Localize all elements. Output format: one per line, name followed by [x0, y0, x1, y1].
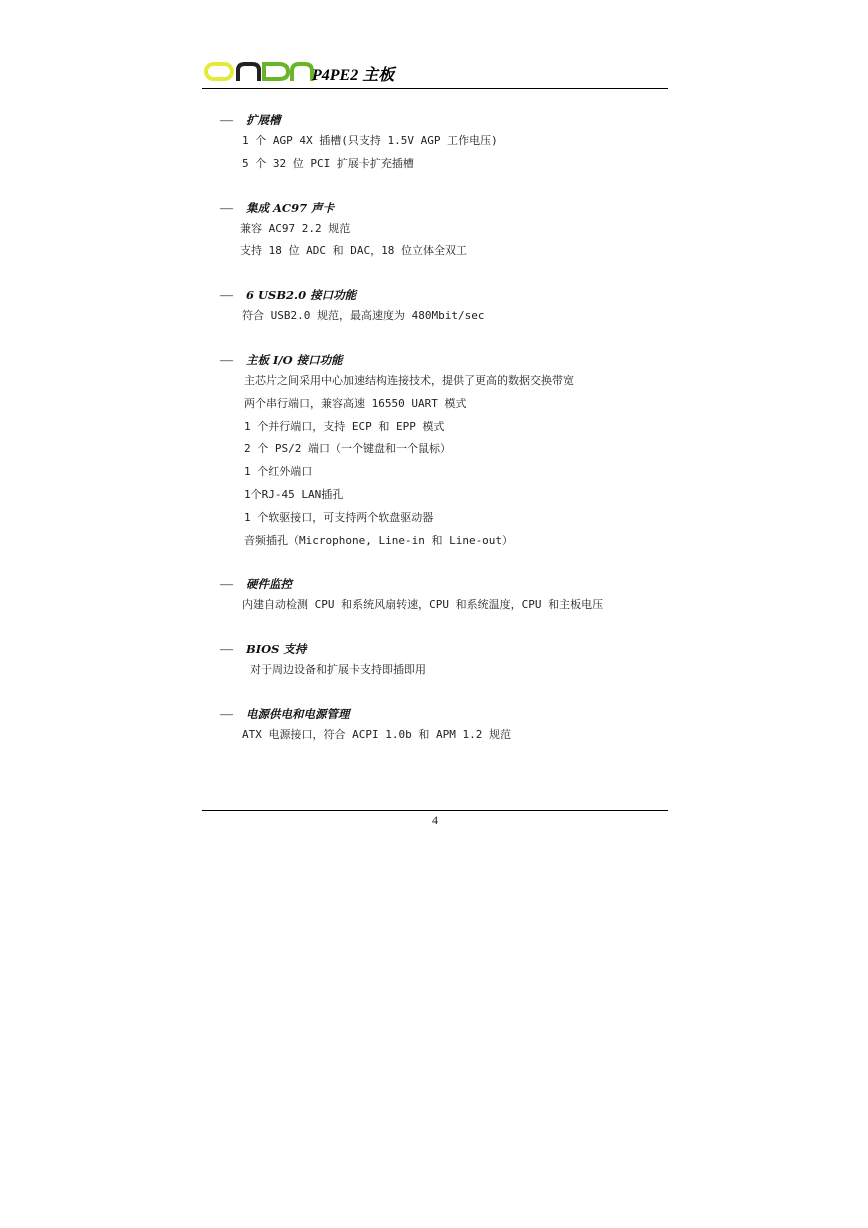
list-item: 1 个软驱接口，可支持两个软盘驱动器 — [244, 510, 434, 524]
heading-text: 主板 I/O 接口功能 — [246, 352, 343, 367]
heading-text: 集成 AC97 声卡 — [246, 200, 335, 215]
section-heading — [220, 285, 660, 305]
section-expansion-slots — [220, 110, 660, 176]
section-bios — [220, 639, 660, 682]
page-header — [202, 56, 668, 89]
heading-text: 电源供电和电源管理 — [246, 706, 350, 721]
section-io — [220, 350, 660, 552]
list-item: 内建自动检测 CPU 和系统风扇转速，CPU 和系统温度，CPU 和主板电压 — [242, 598, 604, 612]
list-item: 2 个 PS/2 端口（一个键盘和一个鼠标） — [244, 442, 451, 456]
section-heading — [220, 704, 660, 724]
list-item: 兼容 AC97 2.2 规范 — [240, 221, 351, 235]
section-hardware-monitor — [220, 574, 660, 617]
dash-bullet: — — [220, 112, 233, 127]
dash-bullet: — — [220, 705, 233, 721]
section-usb — [220, 285, 660, 328]
list-item: 5 个 32 位 PCI 扩展卡扩充插槽 — [242, 156, 414, 170]
heading-text: 硬件监控 — [246, 577, 292, 592]
section-heading — [220, 639, 660, 659]
list-item: 音频插孔（Microphone, Line-in 和 Line-out） — [244, 533, 514, 547]
header-title: P4PE2 主板 — [312, 67, 395, 84]
section-heading — [220, 574, 660, 594]
section-heading — [220, 110, 660, 130]
dash-bullet: — — [220, 576, 233, 592]
onda-logo — [204, 61, 314, 83]
list-item: 1 个红外端口 — [244, 465, 313, 479]
list-item: 主芯片之间采用中心加速结构连接技术，提供了更高的数据交换带宽 — [244, 373, 574, 387]
list-item: 符合 USB2.0 规范，最高速度为 480Mbit/sec — [242, 309, 485, 323]
heading-text: BIOS 支持 — [246, 642, 307, 657]
section-heading — [220, 350, 660, 370]
list-item: 1 个 AGP 4X 插槽(只支持 1.5V AGP 工作电压) — [242, 134, 498, 147]
section-power — [220, 704, 660, 747]
heading-text: 扩展槽 — [246, 113, 281, 127]
feature-list — [220, 110, 660, 769]
dash-bullet: — — [220, 351, 233, 367]
dash-bullet: — — [220, 641, 233, 657]
section-heading — [220, 198, 660, 218]
list-item: ATX 电源接口，符合 ACPI 1.0b 和 APM 1.2 规范 — [242, 727, 511, 741]
page-number: 4 — [432, 813, 438, 827]
dash-bullet: — — [220, 199, 233, 215]
list-item: 支持 18 位 ADC 和 DAC，18 位立体全双工 — [240, 244, 467, 258]
list-item: 对于周边设备和扩展卡支持即插即用 — [250, 663, 426, 677]
list-item: 1个RJ-45 LAN插孔 — [244, 487, 344, 501]
list-item: 1 个并行端口，支持 ECP 和 EPP 模式 — [244, 419, 445, 433]
dash-bullet: — — [220, 287, 233, 303]
heading-text: 6 USB2.0 接口功能 — [246, 288, 357, 303]
section-audio — [220, 198, 660, 264]
list-item: 两个串行端口，兼容高速 16550 UART 模式 — [244, 396, 467, 410]
page-footer — [202, 810, 668, 827]
